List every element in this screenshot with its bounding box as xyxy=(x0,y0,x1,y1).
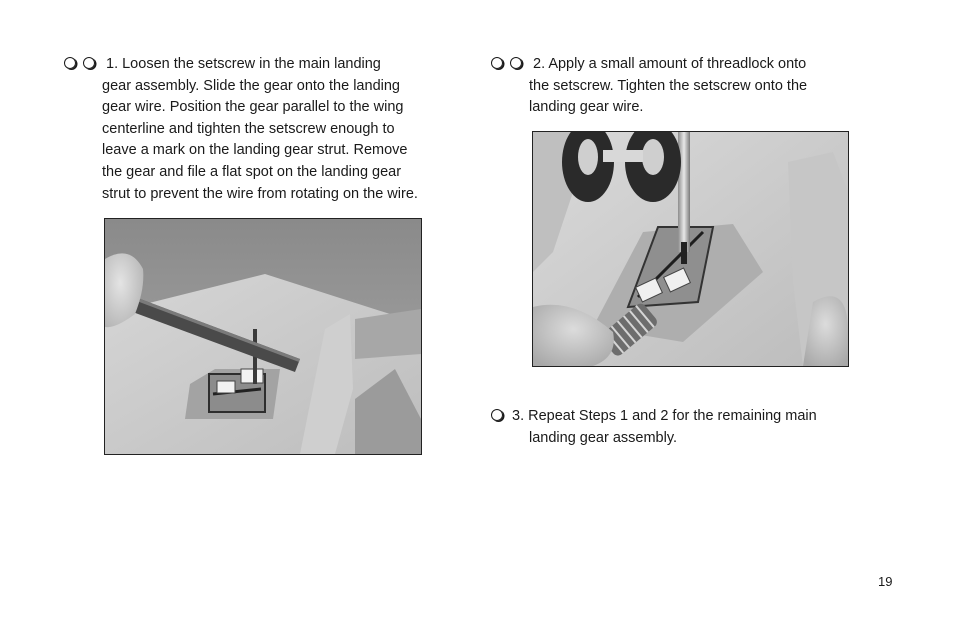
step-2-line: landing gear wire. xyxy=(529,99,644,116)
step-3-line: landing gear assembly. xyxy=(529,429,678,446)
step-3-first-line: 3. Repeat Steps 1 and 2 for the remaining main xyxy=(512,408,817,424)
page-number: 19 xyxy=(878,574,893,589)
photo-tightening-setscrew-illustration xyxy=(533,132,848,366)
step-2-line: the setscrew. Tighten the setscrew onto the xyxy=(529,77,808,94)
photo-tightening-setscrew xyxy=(532,131,849,367)
photo-filing-gear-strut xyxy=(104,218,422,455)
step-1-line: centerline and tighten the setscrew enough to xyxy=(102,120,395,137)
step-3 xyxy=(491,406,871,449)
step-1-line: strut to prevent the wire from rotating on the wire. xyxy=(102,185,418,202)
step-2-first-line: 2. Apply a small amount of threadlock onto xyxy=(533,56,807,72)
checkbox-icon[interactable] xyxy=(64,57,76,69)
checkbox-icon[interactable] xyxy=(83,57,95,69)
photo-filing-gear-strut-illustration xyxy=(105,219,421,454)
step-1-line: gear wire. Position the gear parallel to the wing xyxy=(102,99,404,116)
step-2-checkboxes[interactable] xyxy=(491,54,533,76)
step-3-checkboxes[interactable] xyxy=(491,406,512,428)
step-1 xyxy=(64,54,444,205)
step-1-line: the gear and file a flat spot on the landing gear xyxy=(102,163,402,180)
checkbox-icon[interactable] xyxy=(510,57,522,69)
step-1-first-line: 1. Loosen the setscrew in the main landing xyxy=(106,56,381,72)
checkbox-icon[interactable] xyxy=(491,57,503,69)
step-2 xyxy=(491,54,871,119)
checkbox-icon[interactable] xyxy=(491,409,503,421)
step-1-line: leave a mark on the landing gear strut. Remove xyxy=(102,142,408,159)
step-1-line: gear assembly. Slide the gear onto the landing xyxy=(102,77,400,94)
step-1-checkboxes[interactable] xyxy=(64,54,106,76)
